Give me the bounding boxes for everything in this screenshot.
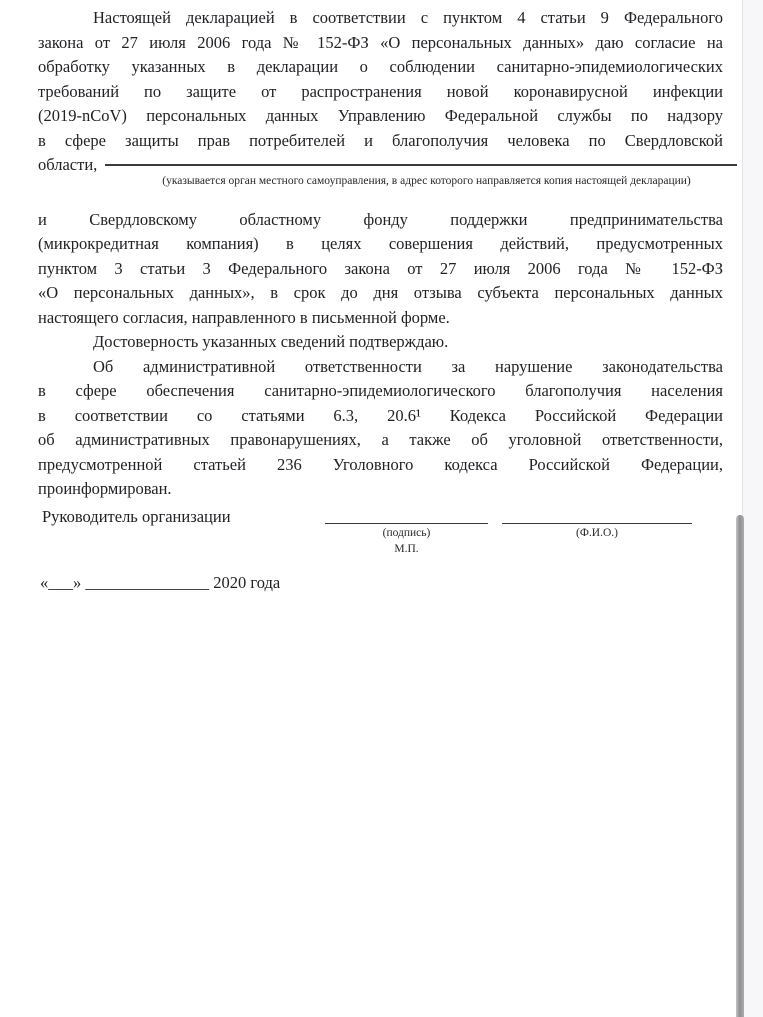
stamp-caption: М.П. xyxy=(394,543,419,555)
text-line: «О персональных данных», в срок до дня отзыва субъекта персональных данных xyxy=(38,283,723,302)
paragraph-consent xyxy=(38,6,723,188)
scrollbar-track[interactable] xyxy=(742,0,763,1017)
text-line: и Свердловскому областному фонду поддержки предпринимательства xyxy=(38,209,723,229)
blank-authority-field xyxy=(105,163,737,166)
text-line: предусмотренной статьей 236 Уголовного кодекса Российской Федерации, xyxy=(38,454,723,474)
text-line: об административных правонарушениях, а также об уголовной ответственности, xyxy=(38,430,723,449)
text-line: закона от 27 июля 2006 года № 152-ФЗ «О персональных данных» даю согласие на xyxy=(38,32,723,52)
full-name-caption: (Ф.И.О.) xyxy=(576,527,618,539)
paragraph-confirmation: Достоверность указанных сведений подтверждаю. xyxy=(93,332,449,351)
paragraph-liability xyxy=(38,355,723,502)
full-name-line xyxy=(502,505,692,524)
text-line: требований по защите от распространения новой коронавирусной инфекции xyxy=(38,81,723,101)
signature-column xyxy=(325,505,488,556)
signer-role-label: Руководитель организации xyxy=(42,507,231,526)
date-fill-line: «___» _______________ 2020 года xyxy=(40,573,281,592)
declaration-text xyxy=(0,0,763,502)
text-line: обработку указанных в декларации о соблюдении санитарно-эпидемиологических xyxy=(38,57,723,76)
text-line: (2019-nCoV) персональных данных Управлению Федеральной службы по надзору xyxy=(38,106,723,125)
signature-line xyxy=(325,505,488,524)
name-column xyxy=(502,505,692,540)
text-line: в сфере обеспечения санитарно-эпидемиологического благополучия населения xyxy=(38,381,723,400)
signature-block xyxy=(38,503,723,565)
text-line: настоящего согласия, направленного в письменной форме. xyxy=(38,307,450,327)
text-line: Настоящей декларацией в соответствии с пунктом 4 статьи 9 Федерального xyxy=(93,8,723,27)
text-line: (микрокредитная компания) в целях совершения действий, предусмотренных xyxy=(38,234,723,253)
text-fragment: области, xyxy=(38,155,98,174)
scrollbar-thumb[interactable] xyxy=(736,515,744,1017)
text-line: пунктом 3 статьи 3 Федерального закона от 27 июля 2006 года № 152-ФЗ xyxy=(38,258,723,278)
text-line: проинформирован. xyxy=(38,479,172,498)
text-line: в сфере защиты прав потребителей и благополучия человека по Свердловской xyxy=(38,130,723,150)
text-line: Об административной ответственности за нарушение законодательства xyxy=(93,356,723,376)
paragraph-fund-consent xyxy=(38,208,723,331)
text-line: в соответствии со статьями 6.3, 20.6¹ Кодекса Российской Федерации xyxy=(38,405,723,425)
signature-caption: (подпись) xyxy=(382,527,431,539)
blank-field-caption: (указывается орган местного самоуправления, в адрес которого направляется копия настоящей декларации) xyxy=(162,174,691,187)
